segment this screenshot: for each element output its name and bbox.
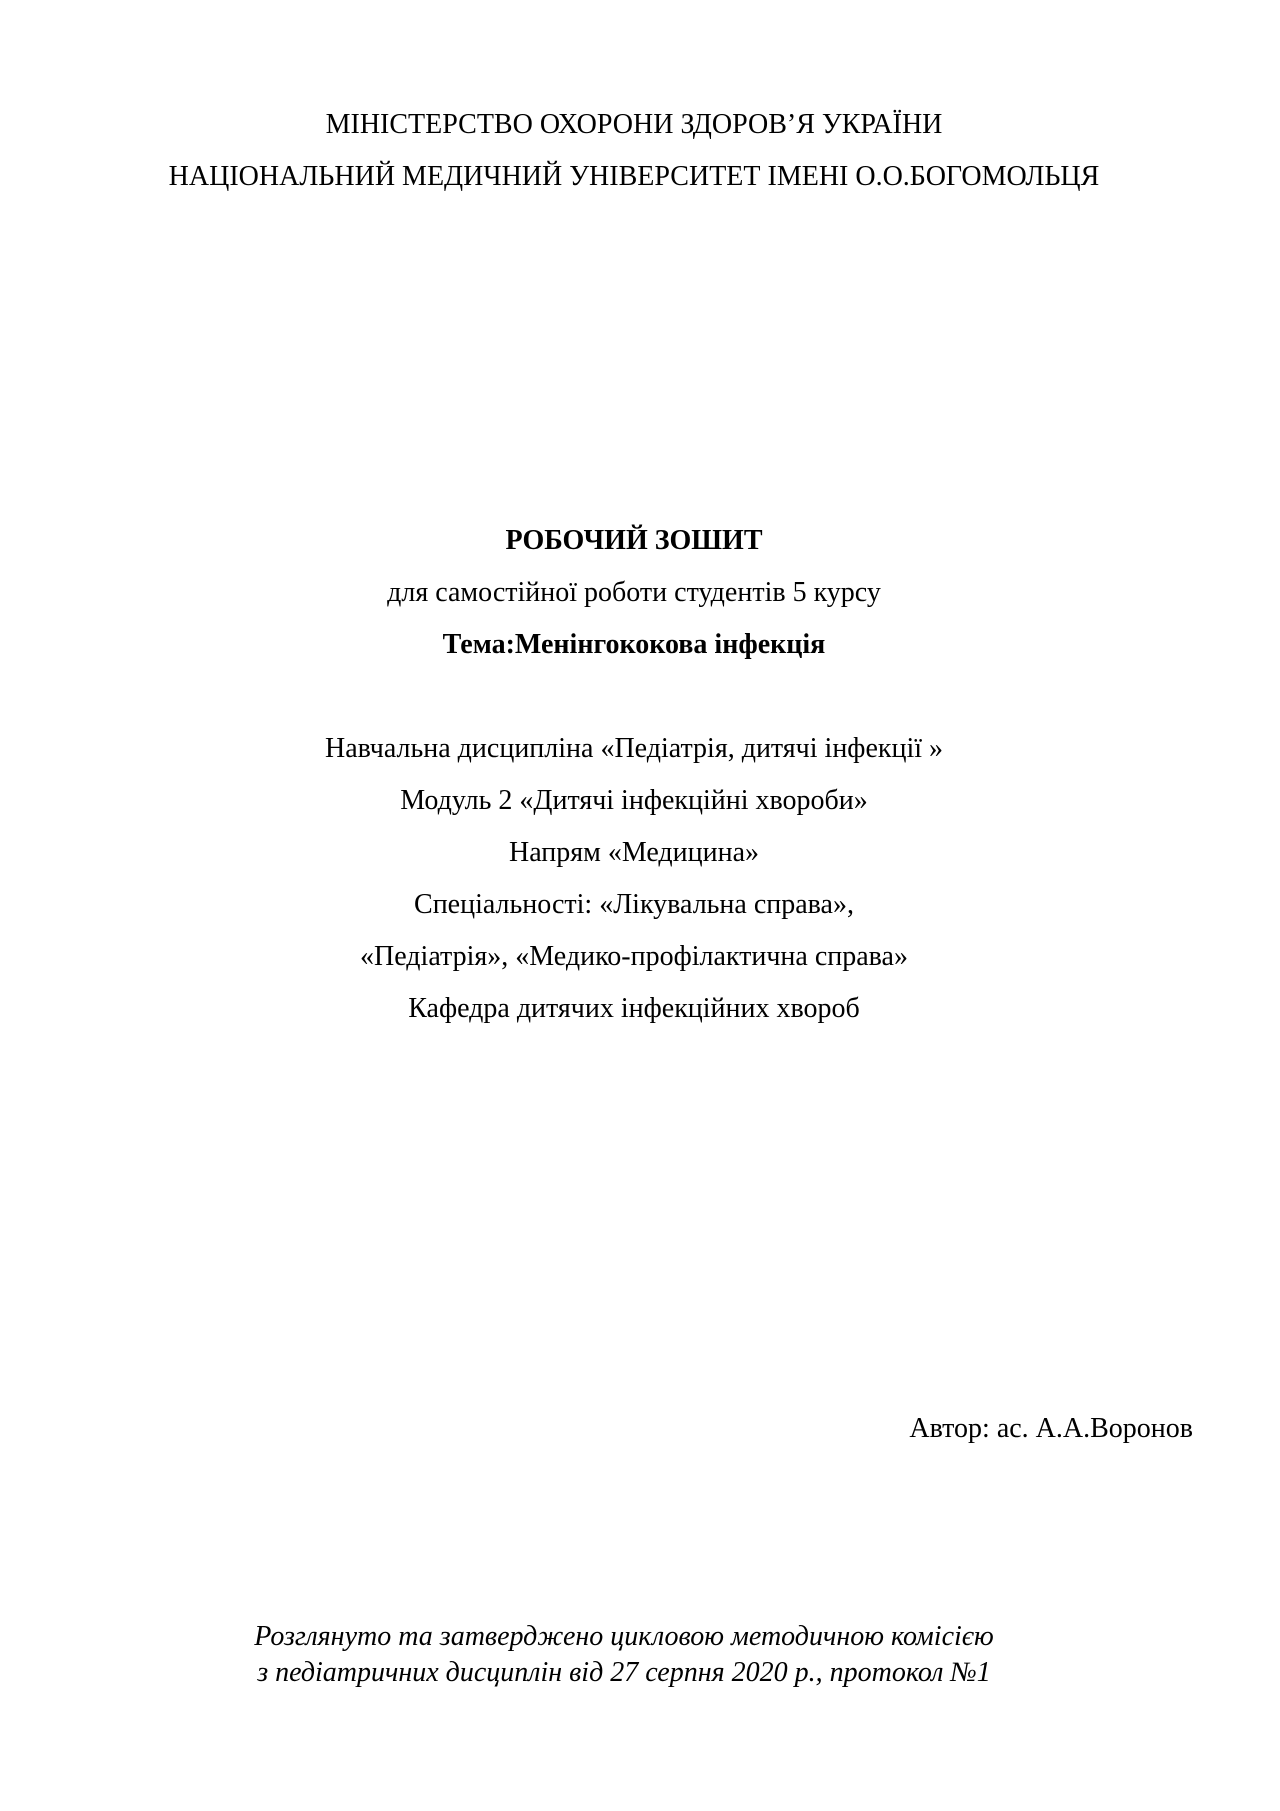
- discipline-line: Навчальна дисципліна «Педіатрія, дитячі інфекції »: [324, 733, 944, 764]
- approval-line-2: з педіатричних дисциплін від 27 серпня 2020 р., протокол №1: [257, 1657, 991, 1688]
- workbook-topic: Тема:Менінгококова інфекція: [442, 629, 826, 660]
- specialties-line-2: «Педіатрія», «Медико-профілактична справа»: [360, 941, 908, 972]
- approval-line-1: Розглянуто та затверджено цикловою методичною комісією: [254, 1621, 994, 1652]
- university-name: НАЦІОНАЛЬНИЙ МЕДИЧНИЙ УНІВЕРСИТЕТ ІМЕНІ О.О.БОГОМОЛЬЦЯ: [168, 161, 1100, 192]
- department-line: Кафедра дитячих інфекційних хвороб: [408, 993, 860, 1024]
- specialties-line-1: Спеціальності: «Лікувальна справа»,: [414, 889, 854, 920]
- ministry-name: МІНІСТЕРСТВО ОХОРОНИ ЗДОРОВ’Я УКРАЇНИ: [325, 109, 943, 140]
- direction-line: Напрям «Медицина»: [508, 837, 760, 868]
- workbook-title: РОБОЧИЙ ЗОШИТ: [505, 525, 763, 556]
- author-line: Автор: ас. А.А.Воронов: [909, 1413, 1193, 1444]
- workbook-subtitle: для самостійної роботи студентів 5 курсу: [387, 577, 881, 608]
- module-line: Модуль 2 «Дитячі інфекційні хвороби»: [400, 785, 868, 816]
